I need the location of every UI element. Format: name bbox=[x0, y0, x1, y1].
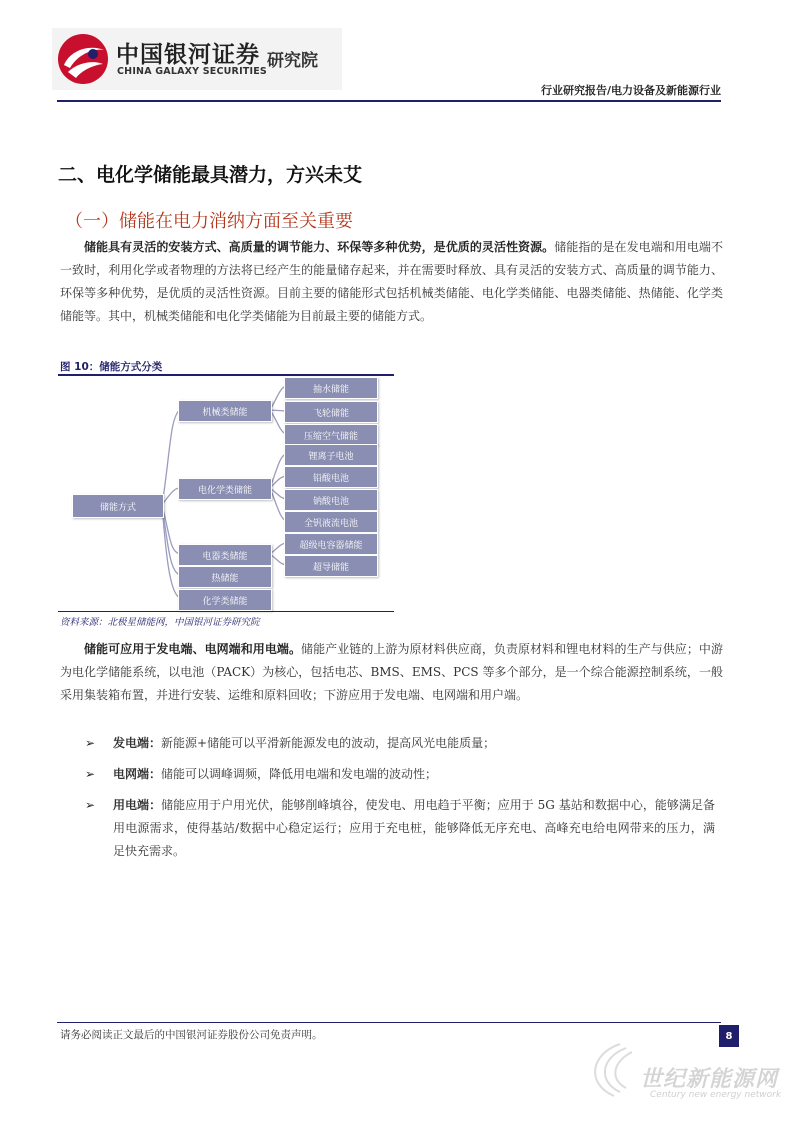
subsection-title: （一）储能在电力消纳方面至关重要 bbox=[65, 211, 353, 232]
tree-category-4: 热储能 bbox=[178, 566, 272, 588]
figure-source: 资料来源：北极星储能网，中国银河证券研究院 bbox=[60, 617, 260, 628]
bullet-grid-side bbox=[85, 763, 715, 786]
logo-chinese-name: 中国银河证券 bbox=[116, 42, 260, 68]
tree-root: 储能方式 bbox=[72, 494, 164, 518]
bullet-label: 电网端： bbox=[113, 767, 162, 781]
tree-category-3: 电器类储能 bbox=[178, 544, 272, 566]
bullet-label: 用电端： bbox=[113, 798, 162, 812]
watermark-english: Century new energy network bbox=[650, 1090, 782, 1100]
storage-classification-diagram bbox=[58, 376, 394, 611]
tree-leaf-2: 飞轮储能 bbox=[284, 401, 378, 423]
bullet-consumer-side bbox=[85, 794, 715, 863]
arrow-bullet-icon: ➢ bbox=[85, 798, 96, 812]
tree-leaf-4: 锂离子电池 bbox=[284, 444, 378, 466]
logo-english-name: CHINA GALAXY SECURITIES bbox=[117, 66, 267, 77]
bullet-generation-side bbox=[85, 732, 715, 755]
footer-divider bbox=[57, 1022, 721, 1023]
tree-leaf-7: 全钒液流电池 bbox=[284, 511, 378, 533]
bullet-text: 储能可以调峰调频，降低用电端和发电端的波动性； bbox=[161, 767, 438, 781]
paragraph-applications-lead: 储能可应用于发电端、电网端和用电端。 bbox=[84, 642, 302, 656]
tree-leaf-9: 超导储能 bbox=[284, 555, 378, 577]
tree-category-1: 机械类储能 bbox=[178, 400, 272, 422]
bullet-text: 储能应用于户用光伏，能够削峰填谷，使发电、用电趋于平衡；应用于 5G 基站和数据中心，能够满足备用电源需求，使得基站/数据中心稳定运行；应用于充电桩，能够降低无序充电、高峰充电给电网带来的压力，满足快充需求。 bbox=[113, 798, 715, 858]
figure-bottom-rule bbox=[58, 611, 394, 612]
galaxy-logo-icon bbox=[56, 32, 110, 86]
tree-leaf-1: 抽水储能 bbox=[284, 377, 378, 399]
tree-leaf-3: 压缩空气储能 bbox=[284, 424, 378, 446]
tree-leaf-6: 钠酸电池 bbox=[284, 489, 378, 511]
arrow-bullet-icon: ➢ bbox=[85, 767, 96, 781]
paragraph-applications-body: 储能产业链的上游为原材料供应商，负责原材料和锂电材料的生产与供应；中游为电化学储能系统，以电池（PACK）为核心，包括电芯、BMS、EMS、PCS 等多个部分，是一个综合能源控制系统，一般采用集装箱布置，并进行安装、运维和原料回收；下游应用于发电端、电网端和用户端。 bbox=[60, 642, 723, 702]
paragraph-applications bbox=[60, 638, 723, 707]
logo-institute: 研究院 bbox=[267, 51, 318, 71]
report-category: 行业研究报告/电力设备及新能源行业 bbox=[540, 84, 721, 97]
tree-category-5: 化学类储能 bbox=[178, 589, 272, 611]
header-divider bbox=[57, 100, 721, 102]
tree-category-2: 电化学类储能 bbox=[178, 478, 272, 500]
bullet-text: 新能源+储能可以平滑新能源发电的波动，提高风光电能质量； bbox=[161, 736, 496, 750]
arrow-bullet-icon: ➢ bbox=[85, 736, 96, 750]
figure-title: 图 10：储能方式分类 bbox=[60, 361, 163, 373]
page-number: 8 bbox=[719, 1025, 739, 1047]
tree-leaf-5: 铅酸电池 bbox=[284, 466, 378, 488]
tree-leaf-8: 超级电容器储能 bbox=[284, 533, 378, 555]
paragraph-intro-body: 储能指的是在发电端和用电端不一致时，利用化学或者物理的方法将已经产生的能量储存起来，并在需要时释放、具有灵活的安装方式、高质量的调节能力、环保等多种优势，是优质的灵活性资源。目前主要的储能形式包括机械类储能、电化学类储能、电器类储能、热储能、化学类储能等。其中，机械类储能和电化学类储能为目前最主要的储能方式。 bbox=[60, 240, 723, 323]
watermark-chinese: 世纪新能源网 bbox=[640, 1067, 779, 1092]
paragraph-intro-lead: 储能具有灵活的安装方式、高质量的调节能力、环保等多种优势，是优质的灵活性资源。 bbox=[84, 240, 555, 254]
section-title: 二、电化学储能最具潜力，方兴未艾 bbox=[58, 164, 363, 186]
bullet-label: 发电端： bbox=[113, 736, 162, 750]
footer-disclaimer: 请务必阅读正文最后的中国银河证券股份公司免责声明。 bbox=[60, 1029, 323, 1041]
paragraph-intro bbox=[60, 236, 723, 328]
